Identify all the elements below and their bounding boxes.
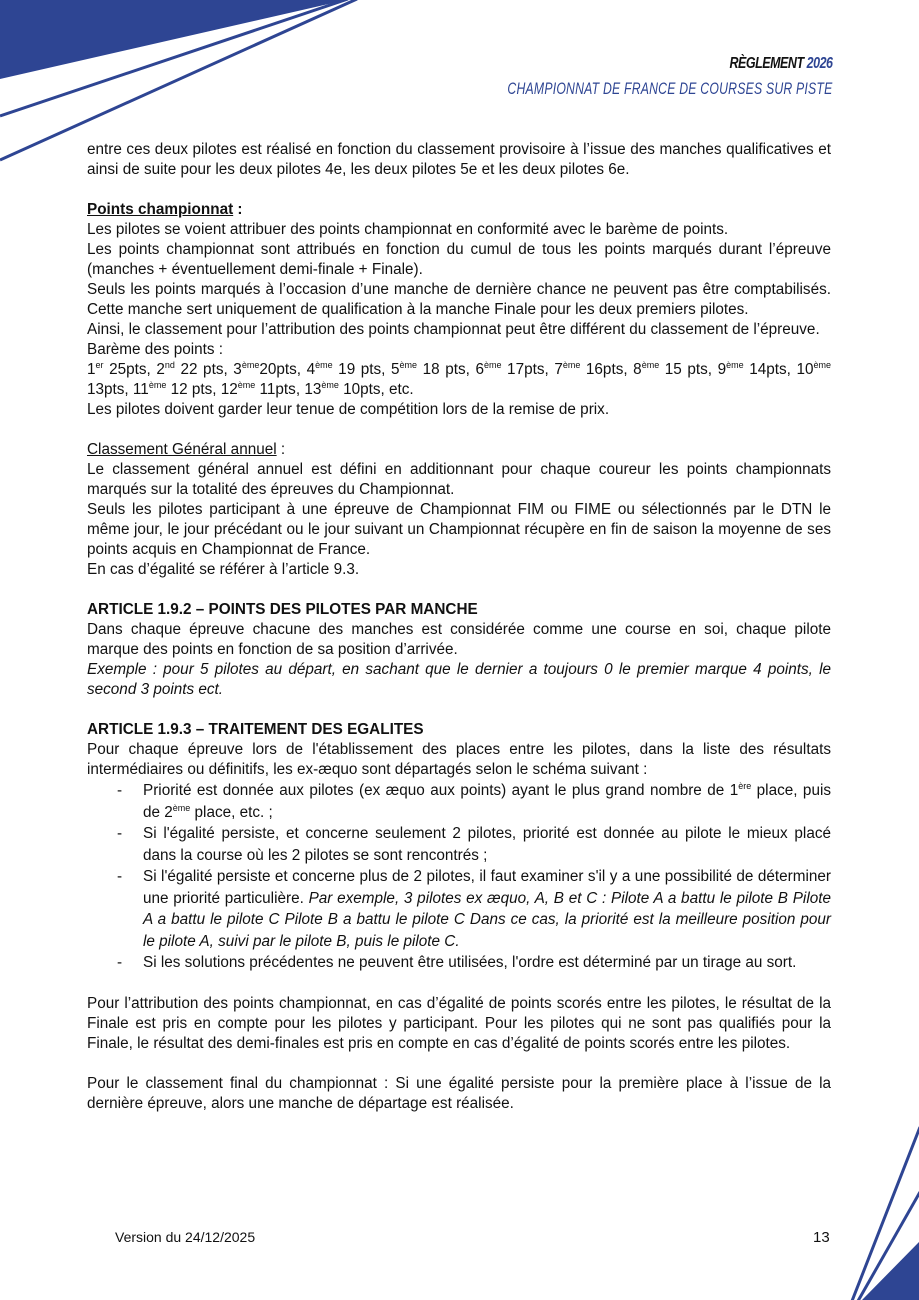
dash-bullet-icon: -: [117, 782, 123, 799]
paragraph: Dans chaque épreuve chacune des manches est considérée comme une course en soi, chaque pilote marque des points en fonction de sa position d’arrivée.: [87, 621, 831, 658]
dash-bullet-icon: -: [117, 954, 123, 971]
scale-rank: 5: [391, 361, 400, 378]
scale-rank: 4: [306, 361, 316, 378]
scale-suffix: ème: [399, 360, 418, 370]
heading-colon: :: [276, 441, 286, 458]
page-number: 13: [813, 1229, 830, 1246]
scale-suffix: er: [95, 360, 104, 370]
list-item: [87, 780, 831, 823]
article-192-heading: ARTICLE 1.9.2 – POINTS DES PILOTES PAR MANCHE: [87, 601, 478, 618]
paragraph: Les points championnat sont attribués en fonction du cumul de tous les points marqués durant l’épreuve (manches + éventuellement demi-finale + Finale).: [87, 241, 831, 278]
scale-suffix: ème: [321, 380, 339, 390]
paragraph: Les pilotes doivent garder leur tenue de compétition lors de la remise de prix.: [87, 401, 610, 418]
scale-points: 13pts,: [87, 381, 133, 398]
heading-colon: :: [233, 201, 243, 218]
scale-suffix: ème: [237, 380, 256, 390]
scale-rank: 13: [304, 381, 322, 398]
scale-points: 16pts,: [580, 361, 634, 378]
scale-suffix: nd: [164, 360, 175, 370]
ordinal-suffix: ème: [172, 802, 191, 813]
scale-rank: 3: [233, 361, 242, 378]
example-paragraph: Exemple : pour 5 pilotes au départ, en sachant que le dernier a toujours 0 le premier marque 4 points, le second 3 points ect.: [87, 661, 831, 698]
list-item-text: Si l'égalité persiste et concerne plus de 2 pilotes, il faut examiner s'il y a une possibilité de déterminer une priorité particulière.: [143, 868, 831, 907]
scale-points: 11pts,: [255, 381, 305, 398]
list-item: [87, 866, 831, 952]
footer-version: Version du 24/12/2025: [115, 1229, 256, 1245]
scale-suffix: ème: [641, 360, 660, 370]
list-item-text: place, etc. ;: [190, 803, 273, 821]
scale-suffix: ème: [148, 380, 167, 390]
scale-rank: 11: [132, 381, 149, 398]
scale-points: 22 pts,: [174, 361, 234, 378]
paragraph: Pour le classement final du championnat : Si une égalité persiste pour la première place à l’issue de la dernière épreuve, alors une manche de départage est réalisée.: [87, 1074, 831, 1112]
scale-suffix: ème: [562, 360, 581, 370]
dash-bullet-icon: -: [117, 868, 123, 885]
article-193-heading: ARTICLE 1.9.3 – TRAITEMENT DES EGALITES: [87, 721, 424, 738]
tie-break-list: [87, 780, 831, 974]
scale-points: 25pts,: [103, 361, 157, 378]
points-championnat-heading: [87, 200, 831, 220]
dash-bullet-icon: -: [117, 825, 123, 842]
scale-suffix: ème: [813, 360, 831, 370]
points-championnat-title: Points championnat: [87, 201, 234, 218]
header-subtitle: CHAMPIONNAT DE FRANCE DE COURSES SUR PISTE: [507, 79, 833, 98]
paragraph: Pour chaque épreuve lors de l'établissement des places entre les pilotes, dans la liste des résultats intermédiaires ou définitifs, les ex-æquo sont départagés selon le schéma suivant :: [87, 741, 831, 778]
paragraph: Ainsi, le classement pour l’attribution des points championnat peut être différent du classement de l’épreuve.: [87, 321, 820, 338]
list-item-text: Priorité est donnée aux pilotes (ex æquo aux points) ayant le plus grand nombre de 1: [143, 782, 739, 799]
scale-points: 19 pts,: [332, 361, 392, 378]
paragraph: Seuls les points marqués à l’occasion d’une manche de dernière chance ne peuvent pas être comptabilisés. Cette manche sert uniquement de qualification à la manche Finale pour les deux premiers pilotes.: [87, 281, 831, 318]
scale-suffix: ème: [241, 360, 260, 370]
classement-general-title: Classement Général annuel: [87, 441, 277, 458]
scale-rank: 12: [220, 381, 238, 398]
scale-points: 15 pts,: [659, 361, 718, 378]
scale-suffix: ème: [726, 360, 744, 370]
paragraph: Les pilotes se voient attribuer des points championnat en conformité avec le barème de points.: [87, 221, 729, 238]
ordinal-suffix: ère: [738, 781, 752, 791]
scale-points: 10pts, etc.: [338, 381, 414, 398]
scale-rank: 9: [717, 361, 727, 378]
scale-rank: 7: [554, 361, 563, 378]
scale-points: 14pts,: [743, 361, 797, 378]
intro-continuation: entre ces deux pilotes est réalisé en fonction du classement provisoire à l’issue des manches qualificatives et ainsi de suite pour les deux pilotes 4e, les deux pilotes 5e et les deux pilotes 6e.: [87, 141, 831, 178]
paragraph: Seuls les pilotes participant à une épreuve de Championnat FIM ou FIME ou sélectionnés par le DTN le même jour, le jour précédant ou le jour suivant un Championnat récupère en fin de saison la moyenne de ses points acquis en Championnat de France.: [87, 501, 831, 558]
list-item-text: Si les solutions précédentes ne peuvent être utilisées, l'ordre est déterminé par un tirage au sort.: [143, 954, 797, 971]
list-item-text: Si l'égalité persiste, et concerne seulement 2 pilotes, priorité est donnée au pilote le mieux placé dans la course où les 2 pilotes se sont rencontrés ;: [143, 825, 831, 864]
scale-points: 18 pts,: [417, 361, 476, 378]
scale-rank: 2: [156, 361, 165, 378]
scale-rank: 10: [796, 361, 814, 378]
scale-rank: 1: [87, 361, 96, 378]
paragraph: Le classement général annuel est défini en additionnant pour chaque coureur les points championnats marqués sur la totalité des épreuves du Championnat.: [87, 461, 831, 498]
document-body: [87, 140, 831, 1114]
bareme-label: Barème des points :: [87, 341, 224, 358]
scale-suffix: ème: [483, 360, 502, 370]
header-title-word: RÈGLEMENT: [729, 55, 805, 72]
paragraph: En cas d’égalité se référer à l’article 9.3.: [87, 561, 360, 578]
document-header: [381, 54, 833, 100]
points-scale: [87, 360, 831, 400]
scale-rank: 6: [475, 361, 484, 378]
header-title-year: 2026: [807, 55, 833, 72]
list-item-example: Par exemple, 3 pilotes ex æquo, A, B et C : Pilote A a battu le pilote B Pilote A a battu le pilote C Pilote B a battu le pilote C Dans ce cas, la priorité est la meilleure position pour le pilote A, suivi par le pilote B, puis le pilote C.: [143, 889, 831, 950]
paragraph: Pour l’attribution des points championnat, en cas d’égalité de points scorés entre les pilotes, le résultat de la Finale est pris en compte pour les pilotes y participant. Pour les pilotes qui ne sont pas qualifiés pour la Finale, le résultat des demi-finales est pris en compte en cas d’égalité de points scorés entre les pilotes.: [87, 994, 831, 1052]
list-item: [87, 823, 831, 866]
classement-general-heading: [87, 440, 831, 460]
scale-points: 12 pts,: [166, 381, 221, 398]
scale-points: 17pts,: [501, 361, 555, 378]
list-item: [87, 952, 831, 974]
scale-points: 20pts,: [259, 361, 307, 378]
scale-suffix: ème: [315, 360, 333, 370]
header-title: [481, 54, 833, 74]
scale-rank: 8: [633, 361, 642, 378]
list-item-text: place, puis de 2: [143, 782, 831, 821]
